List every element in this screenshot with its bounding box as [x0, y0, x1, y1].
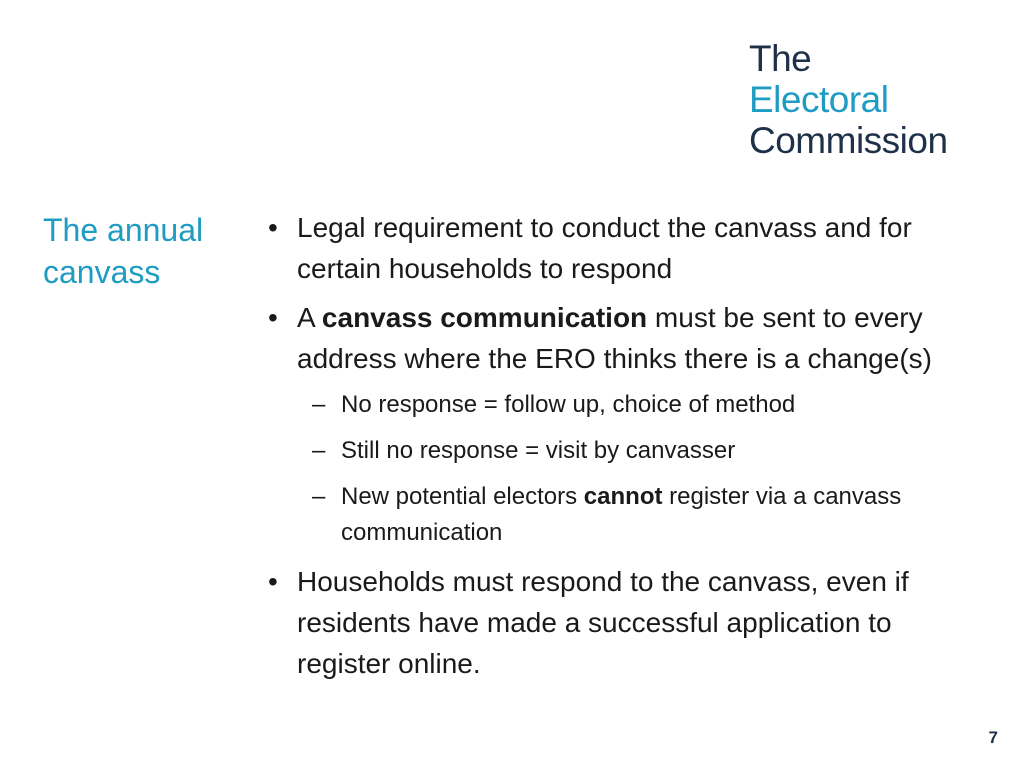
- sub-bullet-text-suffix: register via a canvass communication: [341, 483, 902, 546]
- section-title: The annual canvass: [43, 212, 204, 290]
- bullet-text: Households must respond to the canvass, even if residents have made a successful application to register online.: [297, 566, 909, 679]
- sub-bullet-new-electors: [312, 479, 988, 551]
- logo-line-electoral: Electoral: [749, 79, 889, 120]
- sub-bullet-no-response: [312, 387, 988, 423]
- bullet-text: [297, 297, 977, 379]
- page-number: 7: [988, 728, 998, 747]
- bullet-text-suffix: must be sent to every address where the ERO thinks there is a change(s): [297, 302, 932, 374]
- sub-bullet-text-prefix: New potential electors: [341, 483, 584, 510]
- sub-bullet-mark: –: [312, 437, 326, 464]
- sub-bullet-text: Still no response = visit by canvasser: [341, 437, 736, 464]
- bullet-mark: •: [268, 212, 278, 243]
- sub-bullet-mark: –: [312, 483, 326, 510]
- bullet-legal-requirement: [268, 207, 988, 289]
- sub-bullet-still-no-response: [312, 433, 988, 469]
- logo-line-the: The: [749, 38, 812, 79]
- bullet-households-must-respond: [268, 561, 988, 684]
- sub-bullet-text-bold: cannot: [583, 483, 663, 510]
- bullet-mark: •: [268, 302, 278, 333]
- sub-bullet-mark: –: [312, 391, 326, 418]
- electoral-commission-logo: [749, 38, 948, 161]
- bullet-mark: •: [268, 566, 278, 597]
- sub-bullet-text: No response = follow up, choice of method: [341, 391, 796, 418]
- bullet-text: Legal requirement to conduct the canvass and for certain households to respond: [297, 212, 912, 284]
- bullet-canvass-communication: [268, 297, 988, 379]
- bullet-text-bold: canvass communication: [321, 302, 648, 333]
- sub-bullet-text: [341, 479, 961, 551]
- logo-line-commission: Commission: [749, 120, 948, 161]
- bullet-text-prefix: A: [297, 302, 322, 333]
- slide-content: [268, 207, 988, 692]
